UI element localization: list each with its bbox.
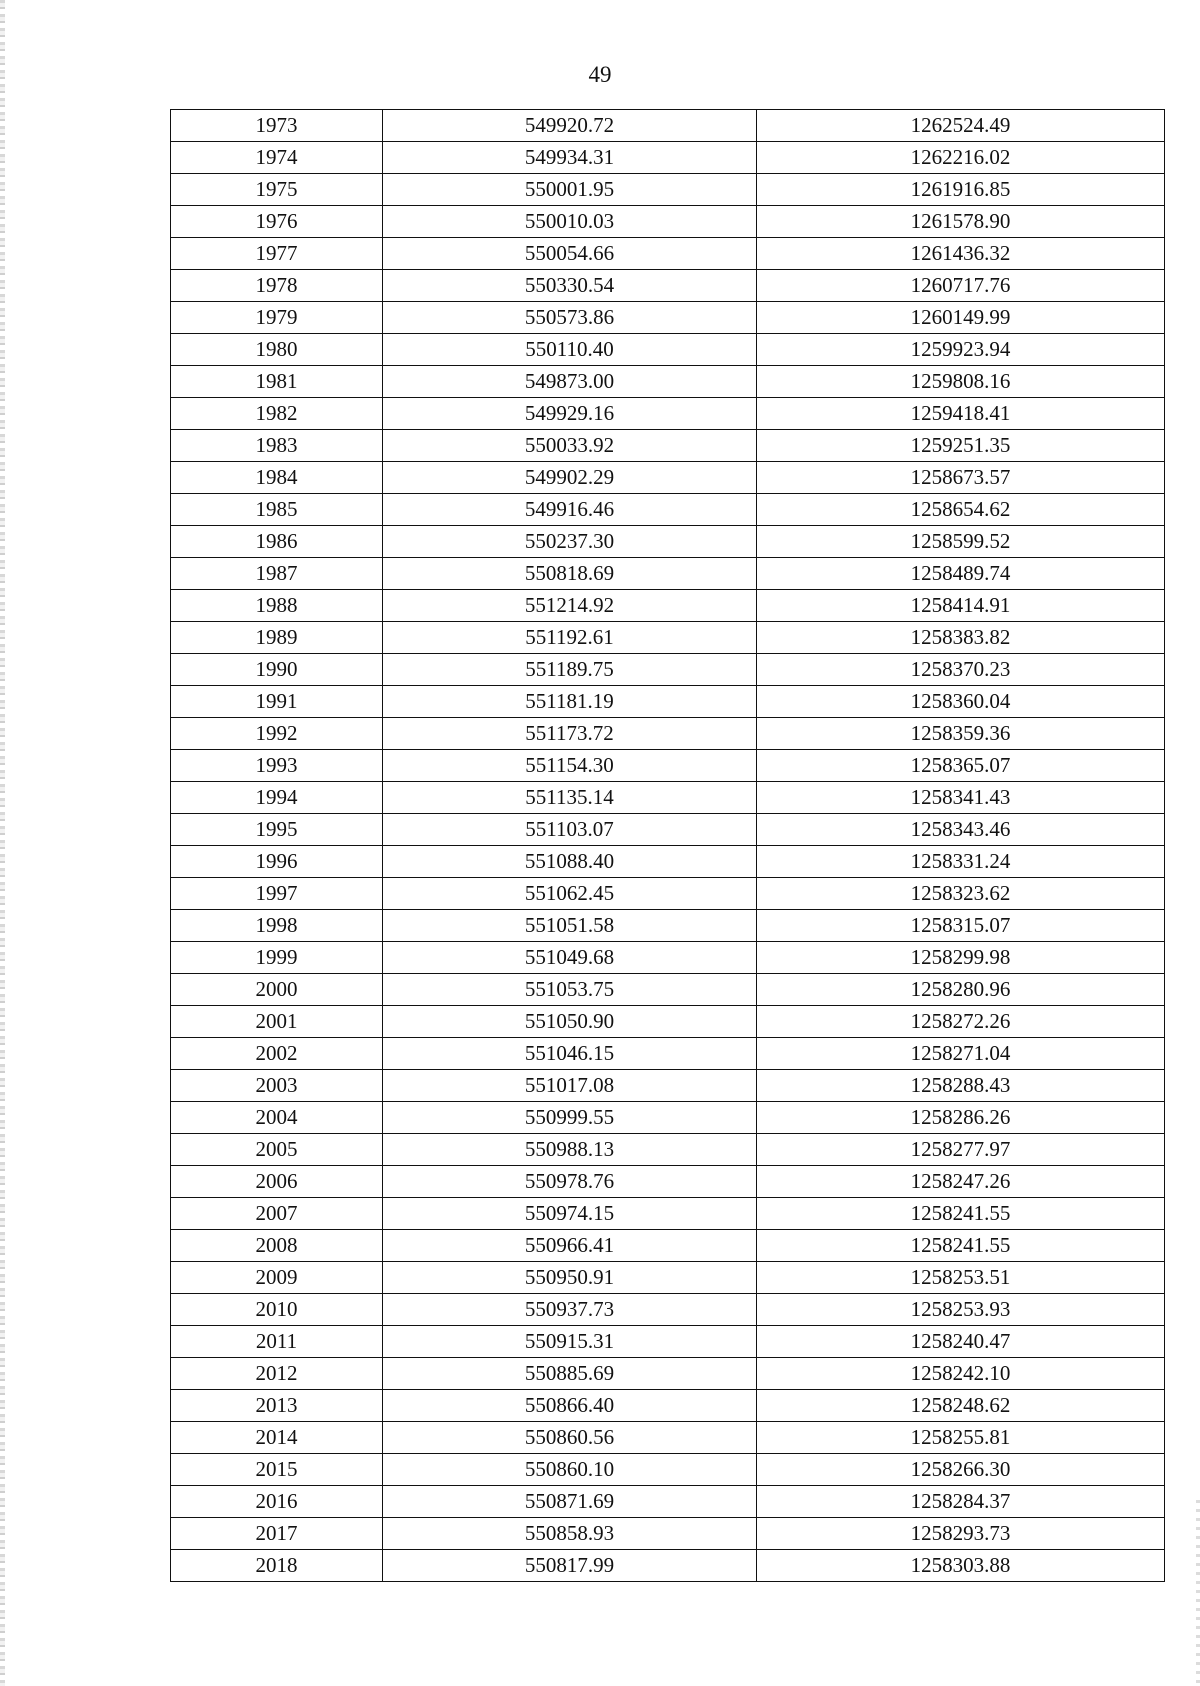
table-row (171, 1518, 1165, 1550)
table-row (171, 814, 1165, 846)
year-cell: 2013 (171, 1390, 383, 1422)
table-row (171, 750, 1165, 782)
value-b-cell: 1258303.88 (757, 1550, 1165, 1582)
table-row (171, 1454, 1165, 1486)
year-cell: 1984 (171, 462, 383, 494)
value-b-cell: 1258315.07 (757, 910, 1165, 942)
value-b-cell: 1258331.24 (757, 846, 1165, 878)
value-b-cell: 1258253.51 (757, 1262, 1165, 1294)
value-a-cell: 551154.30 (383, 750, 757, 782)
value-b-cell: 1258599.52 (757, 526, 1165, 558)
value-a-cell: 549934.31 (383, 142, 757, 174)
year-cell: 1977 (171, 238, 383, 270)
year-cell: 2016 (171, 1486, 383, 1518)
value-b-cell: 1258288.43 (757, 1070, 1165, 1102)
year-cell: 1987 (171, 558, 383, 590)
value-a-cell: 551135.14 (383, 782, 757, 814)
value-a-cell: 551192.61 (383, 622, 757, 654)
value-b-cell: 1258271.04 (757, 1038, 1165, 1070)
year-cell: 2008 (171, 1230, 383, 1262)
year-cell: 2015 (171, 1454, 383, 1486)
table-row (171, 846, 1165, 878)
value-a-cell: 550817.99 (383, 1550, 757, 1582)
value-a-cell: 550978.76 (383, 1166, 757, 1198)
table-row (171, 494, 1165, 526)
value-b-cell: 1258365.07 (757, 750, 1165, 782)
table-row (171, 1550, 1165, 1582)
value-a-cell: 551046.15 (383, 1038, 757, 1070)
value-a-cell: 550999.55 (383, 1102, 757, 1134)
value-a-cell: 550974.15 (383, 1198, 757, 1230)
value-b-cell: 1258266.30 (757, 1454, 1165, 1486)
table-row (171, 206, 1165, 238)
year-cell: 1979 (171, 302, 383, 334)
value-a-cell: 550866.40 (383, 1390, 757, 1422)
table-row (171, 1486, 1165, 1518)
value-b-cell: 1261578.90 (757, 206, 1165, 238)
value-a-cell: 551173.72 (383, 718, 757, 750)
table-row (171, 1102, 1165, 1134)
table-row (171, 1070, 1165, 1102)
value-a-cell: 550054.66 (383, 238, 757, 270)
value-b-cell: 1258248.62 (757, 1390, 1165, 1422)
table-body (171, 110, 1165, 1582)
value-b-cell: 1258277.97 (757, 1134, 1165, 1166)
table-row (171, 1358, 1165, 1390)
value-a-cell: 551051.58 (383, 910, 757, 942)
value-a-cell: 551049.68 (383, 942, 757, 974)
value-b-cell: 1258489.74 (757, 558, 1165, 590)
value-b-cell: 1258284.37 (757, 1486, 1165, 1518)
value-a-cell: 550110.40 (383, 334, 757, 366)
value-b-cell: 1258293.73 (757, 1518, 1165, 1550)
value-b-cell: 1258272.26 (757, 1006, 1165, 1038)
year-cell: 1988 (171, 590, 383, 622)
table-row (171, 1422, 1165, 1454)
table-row (171, 462, 1165, 494)
value-b-cell: 1261436.32 (757, 238, 1165, 270)
value-b-cell: 1258360.04 (757, 686, 1165, 718)
value-b-cell: 1258242.10 (757, 1358, 1165, 1390)
value-a-cell: 550237.30 (383, 526, 757, 558)
value-a-cell: 549873.00 (383, 366, 757, 398)
value-a-cell: 550858.93 (383, 1518, 757, 1550)
value-a-cell: 551214.92 (383, 590, 757, 622)
table-row (171, 1166, 1165, 1198)
table-row (171, 366, 1165, 398)
value-a-cell: 550010.03 (383, 206, 757, 238)
value-a-cell: 549916.46 (383, 494, 757, 526)
value-b-cell: 1258280.96 (757, 974, 1165, 1006)
value-b-cell: 1261916.85 (757, 174, 1165, 206)
value-b-cell: 1258323.62 (757, 878, 1165, 910)
value-a-cell: 550950.91 (383, 1262, 757, 1294)
table-row (171, 558, 1165, 590)
table-row (171, 430, 1165, 462)
scan-edge-right (1196, 1500, 1200, 1686)
value-b-cell: 1258414.91 (757, 590, 1165, 622)
year-cell: 1996 (171, 846, 383, 878)
value-b-cell: 1258654.62 (757, 494, 1165, 526)
value-a-cell: 550818.69 (383, 558, 757, 590)
value-b-cell: 1258359.36 (757, 718, 1165, 750)
table-row (171, 910, 1165, 942)
value-b-cell: 1259923.94 (757, 334, 1165, 366)
value-b-cell: 1258255.81 (757, 1422, 1165, 1454)
year-cell: 1973 (171, 110, 383, 142)
value-a-cell: 551050.90 (383, 1006, 757, 1038)
value-b-cell: 1258383.82 (757, 622, 1165, 654)
value-b-cell: 1259251.35 (757, 430, 1165, 462)
data-table (170, 109, 1165, 1582)
year-cell: 1978 (171, 270, 383, 302)
year-cell: 1974 (171, 142, 383, 174)
value-a-cell: 550033.92 (383, 430, 757, 462)
table-row (171, 1230, 1165, 1262)
table-row (171, 526, 1165, 558)
table-row (171, 1294, 1165, 1326)
value-b-cell: 1262216.02 (757, 142, 1165, 174)
value-a-cell: 550860.10 (383, 1454, 757, 1486)
table-row (171, 942, 1165, 974)
year-cell: 1993 (171, 750, 383, 782)
year-cell: 1975 (171, 174, 383, 206)
value-b-cell: 1259808.16 (757, 366, 1165, 398)
year-cell: 1990 (171, 654, 383, 686)
year-cell: 2005 (171, 1134, 383, 1166)
year-cell: 2014 (171, 1422, 383, 1454)
table-row (171, 238, 1165, 270)
table-row (171, 174, 1165, 206)
value-b-cell: 1258299.98 (757, 942, 1165, 974)
table-row (171, 1038, 1165, 1070)
value-b-cell: 1258240.47 (757, 1326, 1165, 1358)
value-a-cell: 551181.19 (383, 686, 757, 718)
table-row (171, 718, 1165, 750)
year-cell: 2011 (171, 1326, 383, 1358)
year-cell: 1981 (171, 366, 383, 398)
table-row (171, 1006, 1165, 1038)
year-cell: 1985 (171, 494, 383, 526)
year-cell: 2001 (171, 1006, 383, 1038)
value-a-cell: 550860.56 (383, 1422, 757, 1454)
year-cell: 1991 (171, 686, 383, 718)
year-cell: 2003 (171, 1070, 383, 1102)
value-b-cell: 1258286.26 (757, 1102, 1165, 1134)
year-cell: 2018 (171, 1550, 383, 1582)
value-b-cell: 1258247.26 (757, 1166, 1165, 1198)
value-a-cell: 551088.40 (383, 846, 757, 878)
year-cell: 2000 (171, 974, 383, 1006)
value-b-cell: 1258673.57 (757, 462, 1165, 494)
table-row (171, 974, 1165, 1006)
value-a-cell: 551053.75 (383, 974, 757, 1006)
value-a-cell: 551062.45 (383, 878, 757, 910)
table-row (171, 878, 1165, 910)
year-cell: 2010 (171, 1294, 383, 1326)
value-a-cell: 549902.29 (383, 462, 757, 494)
value-a-cell: 550330.54 (383, 270, 757, 302)
table-row (171, 302, 1165, 334)
value-a-cell: 550001.95 (383, 174, 757, 206)
value-b-cell: 1258343.46 (757, 814, 1165, 846)
value-a-cell: 549929.16 (383, 398, 757, 430)
table-row (171, 654, 1165, 686)
year-cell: 2012 (171, 1358, 383, 1390)
year-cell: 2009 (171, 1262, 383, 1294)
year-cell: 1997 (171, 878, 383, 910)
table-row (171, 782, 1165, 814)
year-cell: 2004 (171, 1102, 383, 1134)
value-a-cell: 549920.72 (383, 110, 757, 142)
value-b-cell: 1258341.43 (757, 782, 1165, 814)
value-b-cell: 1262524.49 (757, 110, 1165, 142)
value-a-cell: 550885.69 (383, 1358, 757, 1390)
table-row (171, 334, 1165, 366)
value-b-cell: 1258241.55 (757, 1230, 1165, 1262)
value-a-cell: 551103.07 (383, 814, 757, 846)
year-cell: 1994 (171, 782, 383, 814)
table-row (171, 142, 1165, 174)
year-cell: 1986 (171, 526, 383, 558)
value-b-cell: 1260717.76 (757, 270, 1165, 302)
table-row (171, 686, 1165, 718)
value-a-cell: 550573.86 (383, 302, 757, 334)
year-cell: 1980 (171, 334, 383, 366)
value-a-cell: 551017.08 (383, 1070, 757, 1102)
year-cell: 2006 (171, 1166, 383, 1198)
table-row (171, 270, 1165, 302)
page-number: 49 (588, 62, 612, 87)
value-b-cell: 1258241.55 (757, 1198, 1165, 1230)
year-cell: 1998 (171, 910, 383, 942)
year-cell: 1992 (171, 718, 383, 750)
year-cell: 2017 (171, 1518, 383, 1550)
table-row (171, 110, 1165, 142)
value-a-cell: 550988.13 (383, 1134, 757, 1166)
table-row (171, 622, 1165, 654)
value-b-cell: 1258253.93 (757, 1294, 1165, 1326)
table-row (171, 398, 1165, 430)
value-b-cell: 1259418.41 (757, 398, 1165, 430)
table-row (171, 1390, 1165, 1422)
value-a-cell: 550871.69 (383, 1486, 757, 1518)
value-a-cell: 550966.41 (383, 1230, 757, 1262)
table-row (171, 1262, 1165, 1294)
table-row (171, 590, 1165, 622)
table-row (171, 1198, 1165, 1230)
table-row (171, 1134, 1165, 1166)
year-cell: 2007 (171, 1198, 383, 1230)
value-b-cell: 1258370.23 (757, 654, 1165, 686)
year-cell: 1983 (171, 430, 383, 462)
table-row (171, 1326, 1165, 1358)
year-cell: 2002 (171, 1038, 383, 1070)
value-b-cell: 1260149.99 (757, 302, 1165, 334)
year-cell: 1995 (171, 814, 383, 846)
year-cell: 1989 (171, 622, 383, 654)
value-a-cell: 550915.31 (383, 1326, 757, 1358)
value-a-cell: 550937.73 (383, 1294, 757, 1326)
year-cell: 1982 (171, 398, 383, 430)
scan-edge-left (0, 0, 5, 1686)
year-cell: 1976 (171, 206, 383, 238)
year-cell: 1999 (171, 942, 383, 974)
value-a-cell: 551189.75 (383, 654, 757, 686)
